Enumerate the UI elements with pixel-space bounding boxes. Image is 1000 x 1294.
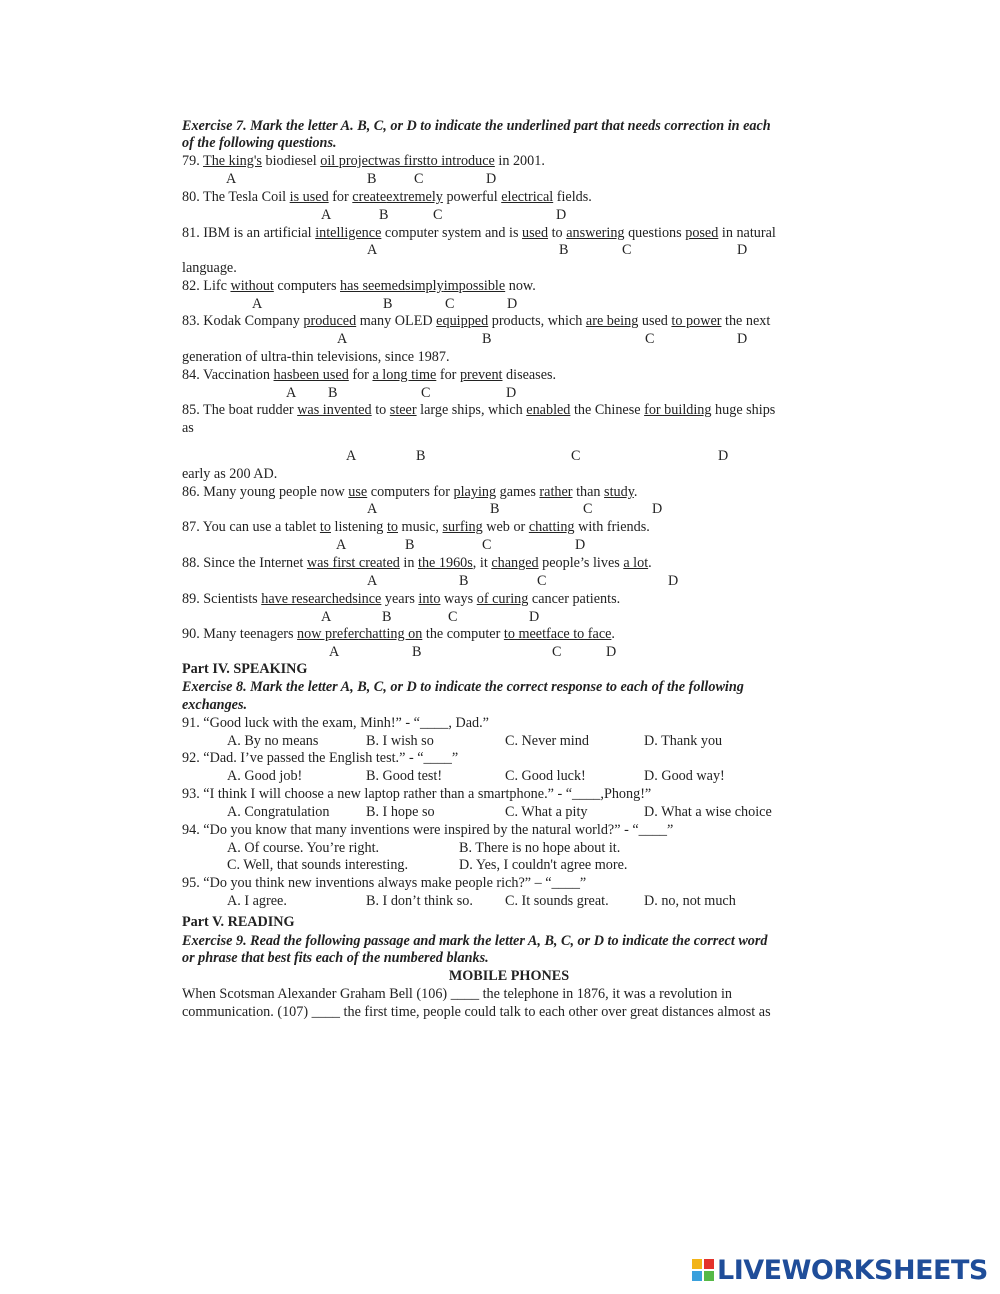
option-letter: A (367, 501, 378, 517)
answer-option-a: A. Good job! (227, 768, 303, 784)
answer-option-d: D. What a wise choice (644, 804, 772, 820)
answer-option-b: B. I wish so (366, 733, 434, 749)
option-letter: B (412, 644, 422, 660)
exercise-8-title: Exercise 8. Mark the letter A, B, C, or D to indicate the correct response to each of the following (182, 679, 744, 695)
part-5-heading: Part V. READING (182, 914, 295, 930)
answer-option-c: C. It sounds great. (505, 893, 609, 909)
exercise-7-title: Exercise 7. Mark the letter A. B, C, or D to indicate the underlined part that needs correction in each (182, 118, 771, 134)
answer-option-d: D. Thank you (644, 733, 723, 749)
option-letter: C (571, 448, 581, 464)
answer-option-b: B. Good test! (366, 768, 443, 784)
exercise-8-title-cont: exchanges. (182, 697, 248, 713)
question-90: 90. Many teenagers now preferchatting on the computer to meetface to face. (182, 626, 615, 642)
option-letter: B (416, 448, 426, 464)
option-letter: B (405, 537, 415, 553)
option-letter: A (286, 385, 297, 401)
answer-option-d: D. Good way! (644, 768, 725, 784)
option-letter: D (507, 296, 518, 312)
option-letter: D (668, 573, 679, 589)
question-94: 94. “Do you know that many inventions were inspired by the natural world?” - “____” (182, 822, 674, 838)
question-93: 93. “I think I will choose a new laptop rather than a smartphone.” - “____,Phong!” (182, 786, 652, 802)
question-92: 92. “Dad. I’ve passed the English test.” - “____” (182, 750, 459, 766)
question-87: 87. You can use a tablet to listening to music, surfing web or chatting with friends. (182, 519, 650, 535)
option-letter: D (652, 501, 663, 517)
answer-option-c: C. Good luck! (505, 768, 586, 784)
option-letter: B (382, 609, 392, 625)
option-letter: A (252, 296, 263, 312)
option-letter: C (414, 171, 424, 187)
exercise-7-title-cont: of the following questions. (182, 135, 337, 151)
question-85-cont2: early as 200 AD. (182, 466, 278, 482)
option-letter: A (226, 171, 237, 187)
option-letter: C (448, 609, 458, 625)
part-4-heading: Part IV. SPEAKING (182, 661, 308, 677)
question-95: 95. “Do you think new inventions always make people rich?” – “____” (182, 875, 587, 891)
question-85-cont: as (182, 420, 194, 436)
option-letter: B (383, 296, 393, 312)
option-letter: A (367, 242, 378, 258)
option-letter: D (556, 207, 567, 223)
option-letter: A (321, 207, 332, 223)
option-letter: D (506, 385, 517, 401)
question-80: 80. The Tesla Coil is used for createextremely powerful electrical fields. (182, 189, 592, 205)
option-letter: C (552, 644, 562, 660)
question-79: 79. The king's biodiesel oil projectwas firstto introduce in 2001. (182, 153, 545, 169)
answer-option-a: A. I agree. (227, 893, 287, 909)
option-letter: B (367, 171, 377, 187)
logo-icon (692, 1259, 714, 1281)
exercise-9-title: Exercise 9. Read the following passage and mark the letter A, B, C, or D to indicate the correct word (182, 933, 768, 949)
option-letter: D (529, 609, 540, 625)
answer-option-d: D. Yes, I couldn't agree more. (459, 857, 628, 873)
answer-option-c: C. Well, that sounds interesting. (227, 857, 409, 873)
exercise-9-title-cont: or phrase that best fits each of the numbered blanks. (182, 950, 489, 966)
answer-option-d: D. no, not much (644, 893, 736, 909)
passage-line: When Scotsman Alexander Graham Bell (106) ____ the telephone in 1876, it was a revolution in (182, 986, 733, 1002)
option-letter: A (337, 331, 348, 347)
answer-option-a: A. Of course. You’re right. (227, 840, 380, 856)
question-88: 88. Since the Internet was first created in the 1960s, it changed people’s lives a lot. (182, 555, 652, 571)
question-91: 91. “Good luck with the exam, Minh!” - “____, Dad.” (182, 715, 489, 731)
option-letter: D (575, 537, 586, 553)
question-83-cont: generation of ultra-thin televisions, since 1987. (182, 349, 450, 365)
answer-option-a: A. By no means (227, 733, 319, 749)
answer-option-a: A. Congratulation (227, 804, 330, 820)
option-letter: A (329, 644, 340, 660)
option-letter: C (583, 501, 593, 517)
option-letter: D (486, 171, 497, 187)
question-81-cont: language. (182, 260, 237, 276)
answer-option-b: B. I hope so (366, 804, 435, 820)
option-letter: C (445, 296, 455, 312)
option-letter: A (346, 448, 357, 464)
answer-option-b: B. I don’t think so. (366, 893, 473, 909)
option-letter: B (559, 242, 569, 258)
option-letter: B (459, 573, 469, 589)
question-89: 89. Scientists have researchedsince years into ways of curing cancer patients. (182, 591, 621, 607)
answer-option-c: C. What a pity (505, 804, 588, 820)
passage-line: communication. (107) ____ the first time, people could talk to each other over great distances almost as (182, 1004, 771, 1020)
passage-heading: MOBILE PHONES (448, 968, 570, 984)
option-letter: B (328, 385, 338, 401)
option-letter: B (379, 207, 389, 223)
option-letter: C (645, 331, 655, 347)
answer-option-c: C. Never mind (505, 733, 589, 749)
question-85: 85. The boat rudder was invented to steer large ships, which enabled the Chinese for building huge ships (182, 402, 776, 418)
question-82: 82. Lifc without computers has seemedsimplyimpossible now. (182, 278, 536, 294)
option-letter: A (336, 537, 347, 553)
question-86: 86. Many young people now use computers for playing games rather than study. (182, 484, 638, 500)
logo-text: LIVEWORKSHEETS (717, 1254, 988, 1286)
option-letter: C (433, 207, 443, 223)
question-81: 81. IBM is an artificial intelligence computer system and is used to answering questions posed in natural (182, 225, 776, 241)
option-letter: D (737, 331, 748, 347)
question-84: 84. Vaccination hasbeen used for a long time for prevent diseases. (182, 367, 557, 383)
option-letter: B (482, 331, 492, 347)
option-letter: C (421, 385, 431, 401)
option-letter: C (537, 573, 547, 589)
answer-option-b: B. There is no hope about it. (459, 840, 621, 856)
option-letter: A (367, 573, 378, 589)
option-letter: D (737, 242, 748, 258)
option-letter: B (490, 501, 500, 517)
option-letter: A (321, 609, 332, 625)
option-letter: D (718, 448, 729, 464)
liveworksheets-logo[interactable] (692, 1255, 988, 1285)
option-letter: C (622, 242, 632, 258)
option-letter: C (482, 537, 492, 553)
option-letter: D (606, 644, 617, 660)
question-83: 83. Kodak Company produced many OLED equipped products, which are being used to power the next (182, 313, 771, 329)
